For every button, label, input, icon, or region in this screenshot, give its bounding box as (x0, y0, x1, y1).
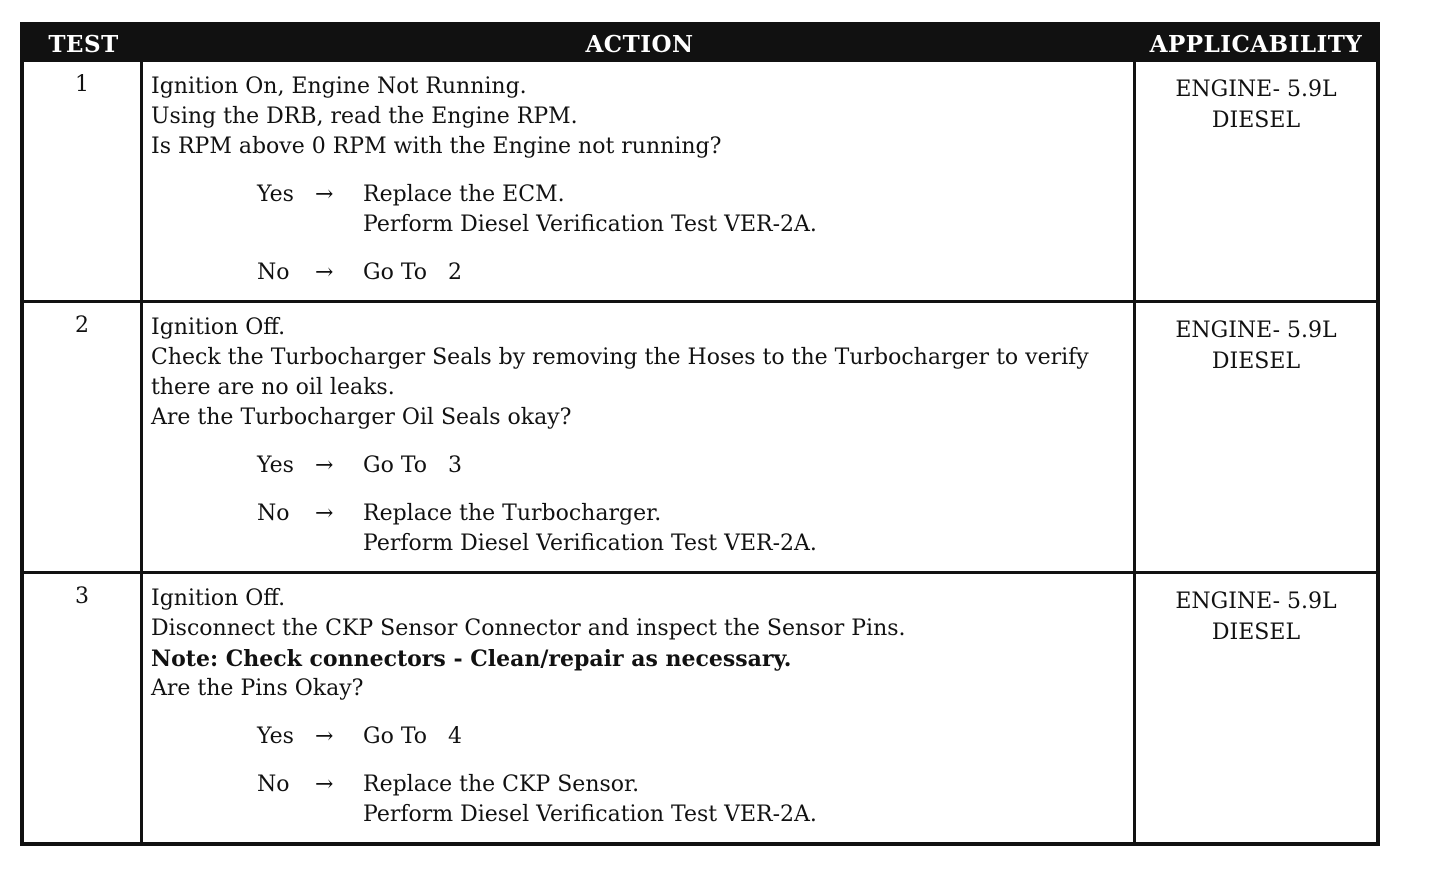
applicability-engine: ENGINE- 5.9L (1175, 318, 1337, 343)
action-question: Is RPM above 0 RPM with the Engine not running? (151, 134, 722, 159)
applicability-cell (1136, 62, 1376, 300)
action-line: Check the Turbocharger Seals by removing the Hoses to the Turbocharger to verify there are no oil leaks. (151, 345, 1089, 400)
choice-no (257, 499, 1127, 559)
result-line: Replace the Turbocharger. (363, 501, 662, 526)
choice-result (363, 258, 1127, 288)
arrow-icon: → (315, 260, 334, 285)
applicability-fuel: DIESEL (1211, 108, 1301, 133)
applicability-cell (1136, 303, 1376, 571)
choice-yes (257, 180, 1127, 240)
test-number: 1 (24, 62, 143, 300)
result-line: Perform Diesel Verification Test VER-2A. (363, 531, 817, 556)
choice-no (257, 258, 1127, 288)
result-line: Go To 4 (363, 724, 462, 749)
applicability-fuel: DIESEL (1211, 620, 1301, 645)
arrow-icon: → (315, 501, 334, 526)
arrow-icon: → (315, 772, 334, 797)
test-number: 3 (24, 574, 143, 842)
action-line: Using the DRB, read the Engine RPM. (151, 104, 578, 129)
action-question: Are the Turbocharger Oil Seals okay? (151, 405, 572, 430)
choice-result (363, 770, 1127, 830)
action-line: Disconnect the CKP Sensor Connector and inspect the Sensor Pins. (151, 616, 906, 641)
choice-result (363, 722, 1127, 752)
result-line: Perform Diesel Verification Test VER-2A. (363, 212, 817, 237)
result-line: Replace the CKP Sensor. (363, 772, 640, 797)
table-header (24, 26, 1376, 62)
header-action: ACTION (585, 30, 694, 58)
arrow-icon: → (315, 453, 334, 478)
choice-result (363, 451, 1127, 481)
applicability-engine: ENGINE- 5.9L (1175, 589, 1337, 614)
header-test: TEST (48, 30, 119, 58)
choice-answer: No (257, 501, 290, 526)
action-cell (143, 303, 1136, 571)
diagnostic-table (20, 22, 1380, 846)
choices (257, 451, 1127, 559)
action-line: Ignition Off. (151, 315, 286, 340)
header-applicability: APPLICABILITY (1149, 30, 1363, 58)
choice-answer: Yes (257, 453, 294, 478)
result-line: Go To 3 (363, 453, 462, 478)
action-cell (143, 62, 1136, 300)
choice-answer: Yes (257, 182, 294, 207)
action-line: Ignition Off. (151, 586, 286, 611)
action-cell (143, 574, 1136, 842)
choice-result (363, 499, 1127, 559)
applicability-engine: ENGINE- 5.9L (1175, 77, 1337, 102)
choice-answer: No (257, 772, 290, 797)
choices (257, 722, 1127, 830)
action-note: Note: Check connectors - Clean/repair as necessary. (151, 646, 792, 672)
choice-answer: Yes (257, 724, 294, 749)
arrow-icon: → (315, 724, 334, 749)
action-question: Are the Pins Okay? (151, 676, 364, 701)
test-number: 2 (24, 303, 143, 571)
result-line: Go To 2 (363, 260, 462, 285)
result-line: Replace the ECM. (363, 182, 565, 207)
choice-no (257, 770, 1127, 830)
table-row (24, 62, 1376, 300)
arrow-icon: → (315, 182, 334, 207)
applicability-fuel: DIESEL (1211, 349, 1301, 374)
table-row (24, 300, 1376, 571)
applicability-cell (1136, 574, 1376, 842)
action-line: Ignition On, Engine Not Running. (151, 74, 527, 99)
choices (257, 180, 1127, 288)
choice-answer: No (257, 260, 290, 285)
table-row (24, 571, 1376, 842)
choice-result (363, 180, 1127, 240)
choice-yes (257, 722, 1127, 752)
choice-yes (257, 451, 1127, 481)
result-line: Perform Diesel Verification Test VER-2A. (363, 802, 817, 827)
